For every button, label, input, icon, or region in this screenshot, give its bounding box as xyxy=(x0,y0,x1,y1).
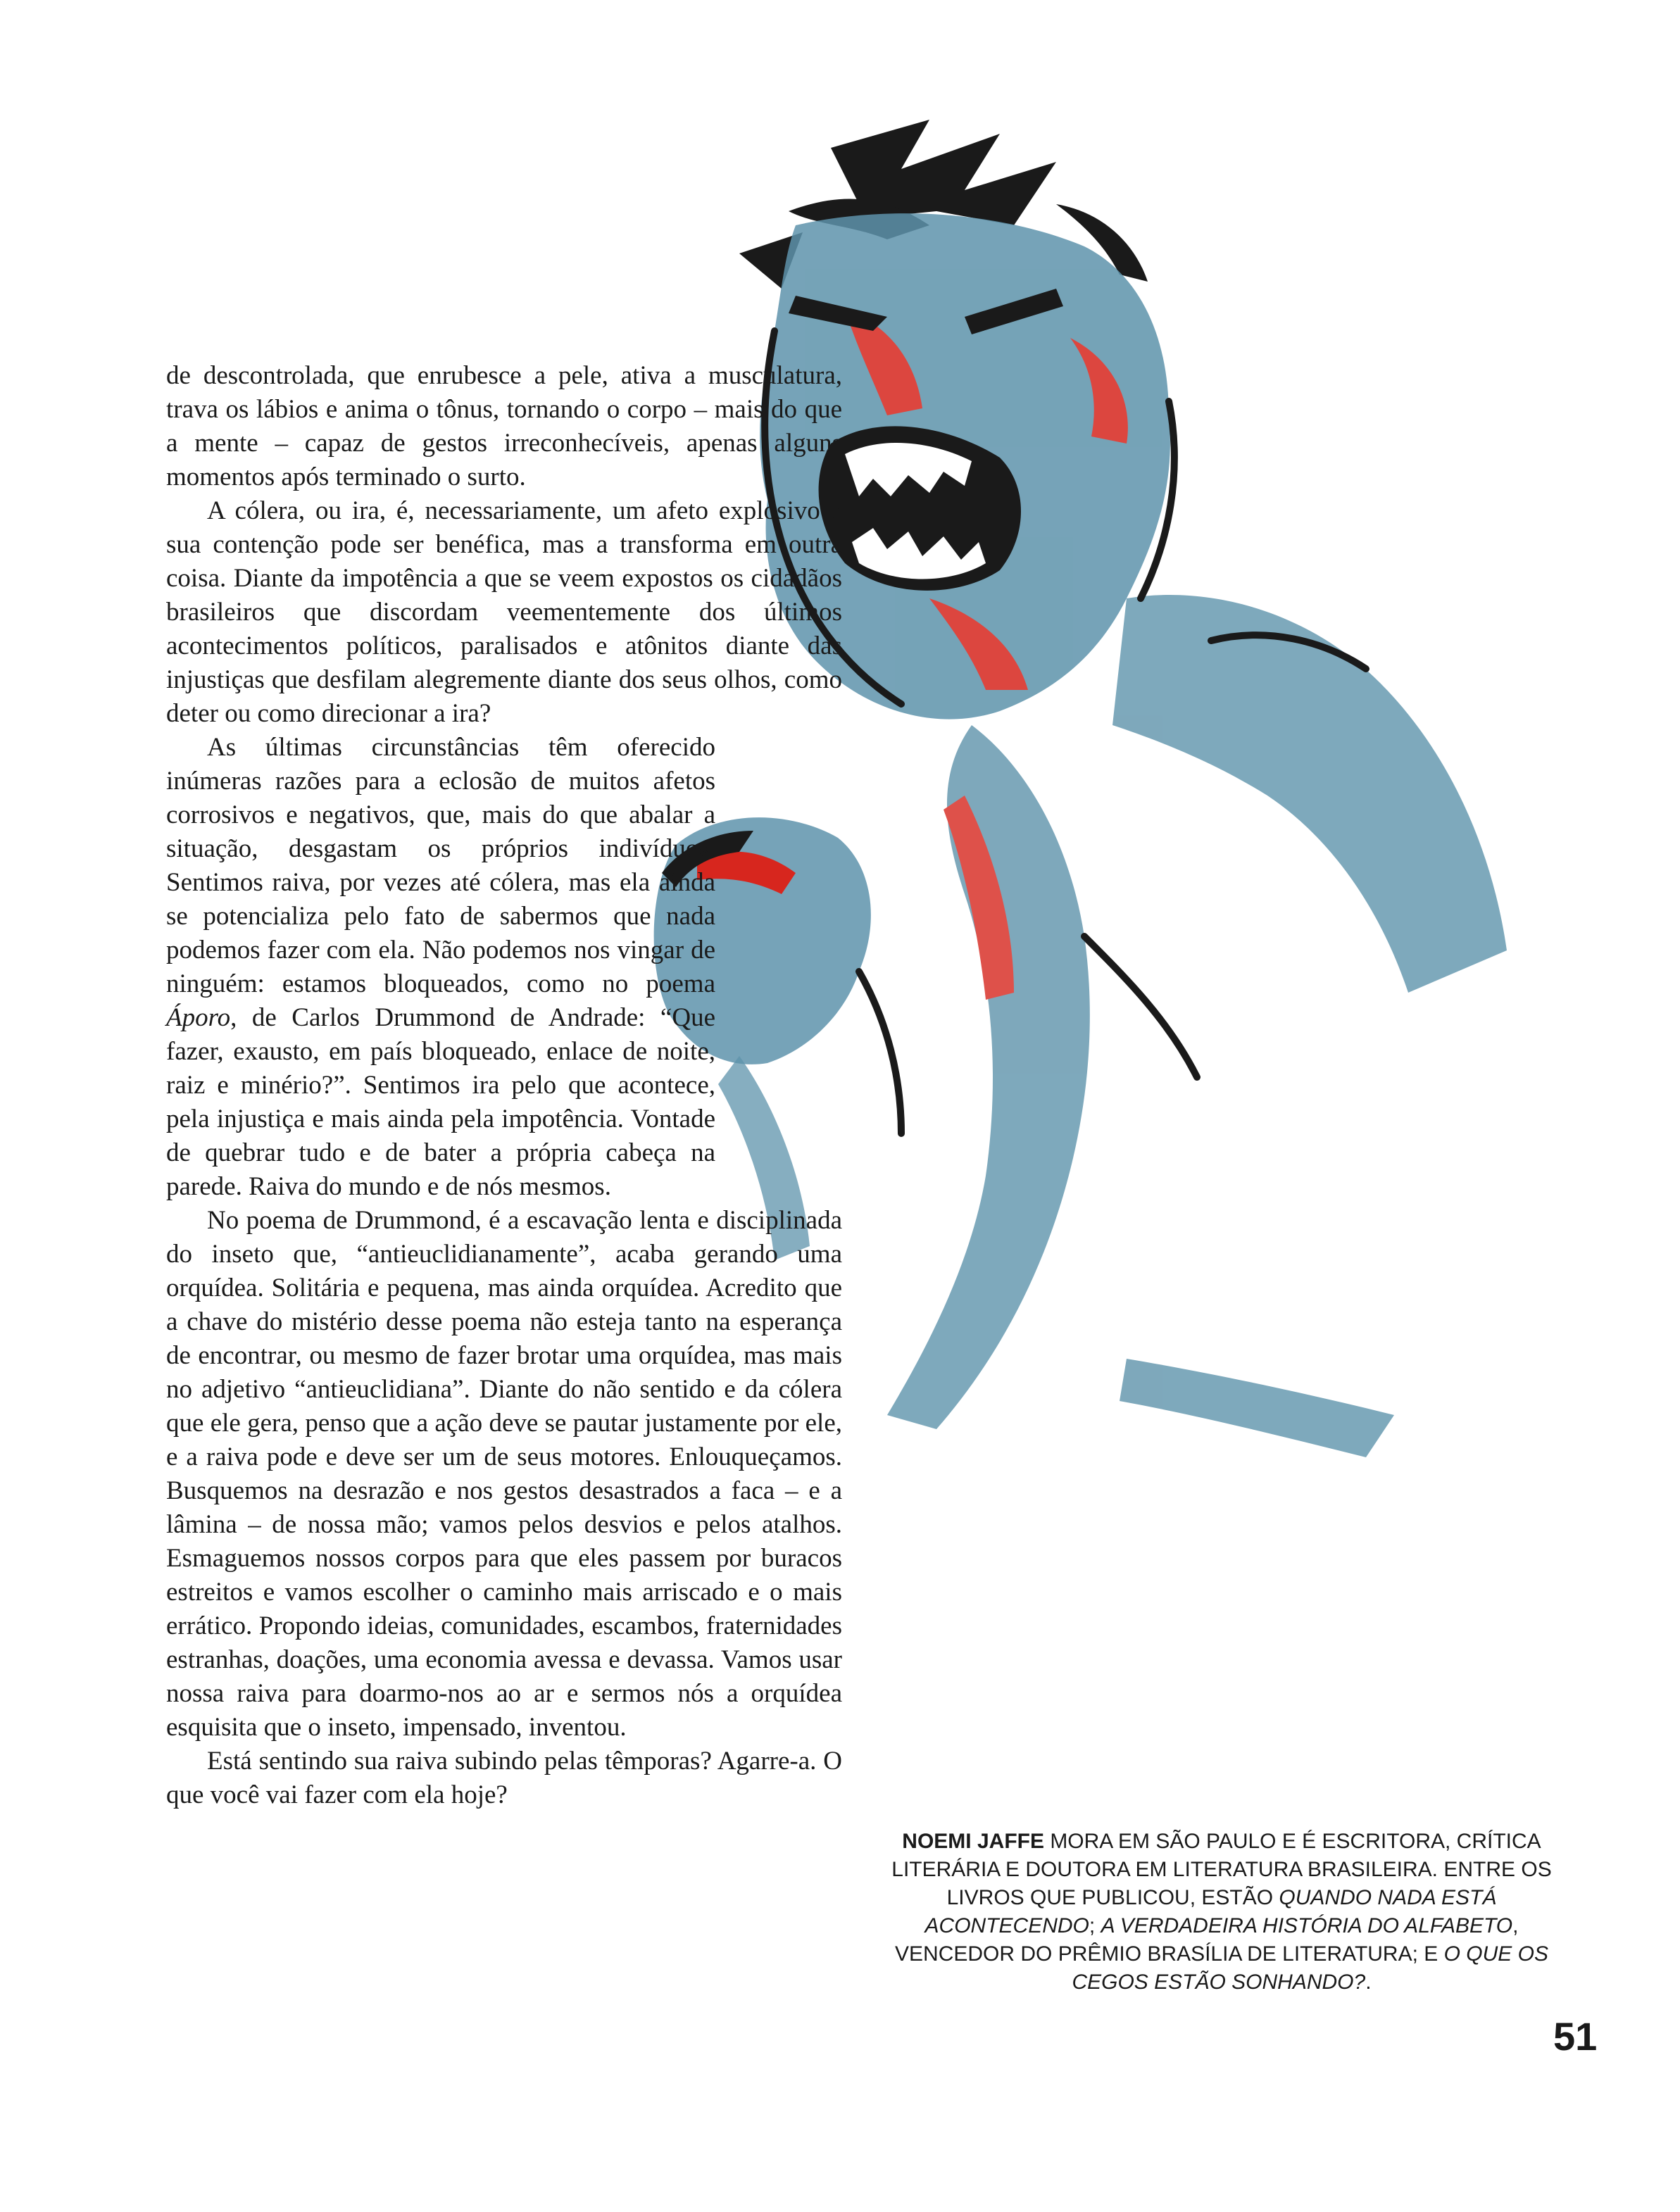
article-body xyxy=(166,359,842,1812)
bio-text-1: MORA EM SÃO PAULO E É ESCRITORA, CRÍTICA LITERÁRIA E DOUTORA EM LITERATURA BRASILEIRA. ENTRE OS LIVROS QUE PUBLICOU, ESTÃO xyxy=(891,1830,1552,1909)
poem-title: Áporo xyxy=(166,1003,231,1032)
bio-text-3: , VENCEDOR DO PRÊMIO BRASÍLIA DE LITERATURA; E xyxy=(895,1914,1519,1966)
paragraph-1: de descontrolada, que enrubesce a pele, ativa a musculatura, trava os lábios e anima o tônus, tornando o corpo – mais do que a mente – capaz de gestos irreconhecíveis, apenas alguns momentos após terminado o surto. xyxy=(166,361,842,491)
book-title-2: A VERDADEIRA HISTÓRIA DO ALFABETO xyxy=(1101,1914,1513,1937)
page-number: 51 xyxy=(1553,2014,1598,2059)
paragraph-3 xyxy=(166,731,715,1204)
paragraph-5: Está sentindo sua raiva subindo pelas têmporas? Agarre-a. O que você vai fazer com ela hoje? xyxy=(166,1747,842,1809)
paragraph-3-text-a: As últimas circunstâncias têm oferecido inúmeras razões para a eclosão de muitos afetos corrosivos e negativos, que, mais do que abalar a situação, desgastam os próprios indivíduos. Sentimos raiva, por vezes até cólera, mas ela ainda se potencializa pelo fato de sabermos que nada podemos fazer com ela. Não podemos nos vingar de ninguém: estamos bloqueados, como no poema xyxy=(166,733,715,998)
shoulder-and-body xyxy=(887,595,1507,1457)
book-title-3: O QUE OS CEGOS ESTÃO SONHANDO? xyxy=(1072,1942,1548,1994)
paragraph-2: A cólera, ou ira, é, necessariamente, um afeto explosivo e sua contenção pode ser benéfica, mas a transforma em outra coisa. Diante da impotência a que se veem expostos os cidadãos brasileiros que discordam veementemente dos últimos acontecimentos políticos, paralisados e atônitos diante das injustiças que desfilam alegremente diante dos seus olhos, como deter ou como direcionar a ira? xyxy=(166,496,842,728)
author-bio xyxy=(873,1828,1570,1997)
book-title-1: QUANDO NADA ESTÁ ACONTECENDO xyxy=(924,1886,1497,1937)
bio-text-2: ; xyxy=(1089,1914,1101,1937)
paragraph-3-text-b: , de Carlos Drummond de Andrade: “Que fazer, exausto, em país bloqueado, enlace de noite, raiz e minério?”. Sentimos ira pelo que acontece, pela injustiça e mais ainda pela impotência. Vontade de quebrar tudo e de bater a própria cabeça na parede. Raiva do mundo e de nós mesmos. xyxy=(166,1003,715,1201)
author-name: NOEMI JAFFE xyxy=(902,1830,1044,1853)
paragraph-4: No poema de Drummond, é a escavação lenta e disciplinada do inseto que, “antieuclidianamente”, acaba gerando uma orquídea. Solitária e pequena, mas ainda orquídea. Acredito que a chave do mistério desse poema não esteja tanto na esperança de encontrar, ou mesmo de fazer brotar uma orquídea, mas mais no adjetivo “antieuclidiana”. Diante do não sentido e da cólera que ele gera, penso que a ação deve se pautar justamente por ele, e a raiva pode e deve ser um de seus motores. Enlouqueçamos. Busquemos na desrazão e nos gestos desastrados a faca – e a lâmina – de nossa mão; vamos pelos desvios e pelos atalhos. Esmaguemos nossos corpos para que eles passem por buracos estreitos e vamos escolher o caminho mais arriscado e o mais errático. Propondo ideias, comunidades, escambos, fraternidades estranhas, doações, uma economia avessa e devassa. Vamos usar nossa raiva para doarmo-nos ao ar e sermos nós a orquídea esquisita que o inseto, impensado, inventou. xyxy=(166,1206,842,1742)
bio-text-4: . xyxy=(1365,1971,1372,1994)
